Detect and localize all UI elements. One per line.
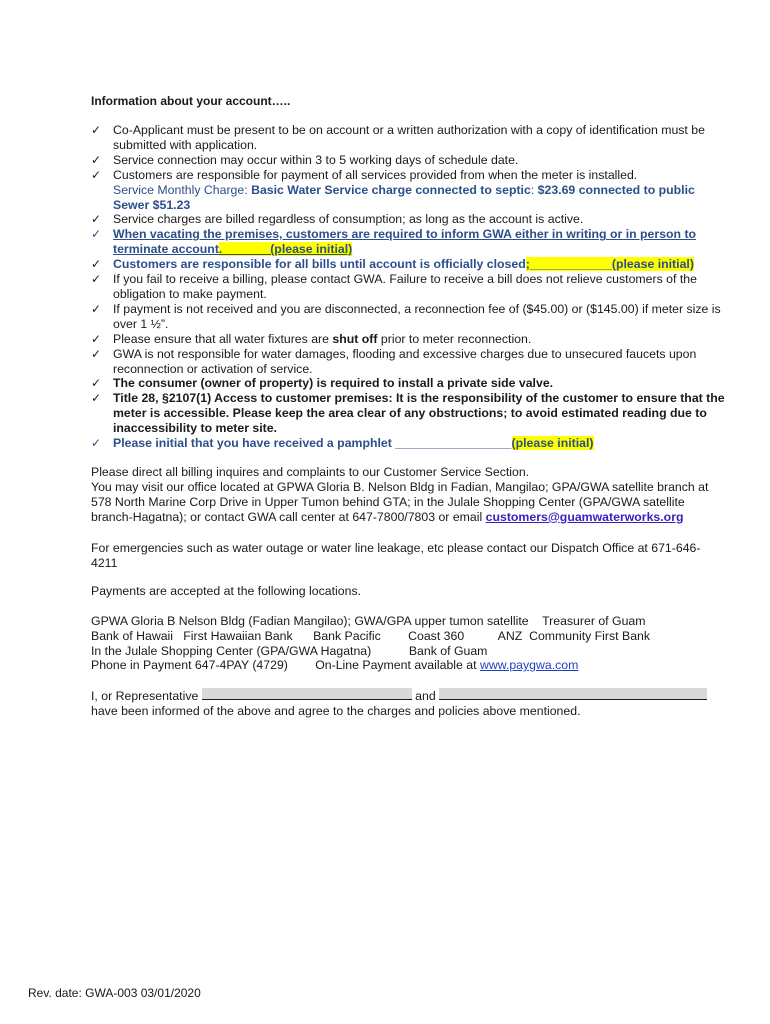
email-link[interactable]: customers@guamwaterworks.org [485,509,684,524]
item-text: If you fail to receive a billing, please contact GWA. Failure to receive a bill does not relieve customers of the obligation to make payment. [113,272,697,301]
list-item [91,227,731,257]
item-text: Title 28, §2107(1) Access to customer premises: It is the responsibility of the customer to ensure that the meter is accessible. Please keep the area clear of any obstructions; to avoid estimated reading due to inaccessibility to meter site. [113,391,725,436]
list-item [91,272,731,302]
checkmark-icon: ✓ [91,391,102,406]
checkmark-icon: ✓ [91,257,102,272]
list-item [91,168,731,213]
emergency-text: For emergencies such as water outage or water line leakage, etc please contact our Dispatch Office at 671-646-4211 [91,541,701,570]
checkmark-icon: ✓ [91,376,102,391]
item-text: GWA is not responsible for water damages, flooding and excessive charges due to unsecured faucets upon reconnection or activation of service. [113,346,697,376]
list-item [91,302,731,332]
colon: : [530,182,538,197]
agreement-text: have been informed of the above and agree to the charges and policies above mentioned. [91,704,581,718]
list-item [91,347,731,377]
checkmark-icon: ✓ [91,346,102,361]
checkmark-icon: ✓ [91,436,102,451]
list-item [91,257,731,272]
contact-line: Please direct all billing inquires and complaints to our Customer Service Section. [91,465,530,479]
sewer-charge: connected to public Sewer $51.23 [113,182,695,212]
revision-date: Rev. date: GWA-003 03/01/2020 [28,986,201,1000]
payments-row: In the Julale Shopping Center (GPA/GWA Hagatna) Bank of Guam [91,644,488,658]
paygwa-link[interactable]: www.paygwa.com [479,658,579,672]
initial-field[interactable]: (please initial) [511,436,594,451]
item-text: prior to meter reconnection. [377,331,532,346]
initial-field[interactable]: ._______(please initial) [218,242,353,257]
payments-row: GPWA Gloria B Nelson Bldg (Fadian Mangilao); GWA/GPA upper tumon satellite Treasurer of Guam [91,614,646,628]
shut-off-text: shut off [332,331,378,346]
initial-field[interactable]: ;____________(please initial) [525,257,694,272]
representative-name-field[interactable] [202,688,412,700]
checkmark-icon: ✓ [91,301,102,316]
signature-line [91,688,707,704]
contact-line: You may visit our office located at GPWA Gloria B. Nelson Bldg in Fadian, Mangilao; GPA/GWA satellite branch at 578 North Marine Corp Drive in Upper Tumon behind GTA; in the Julale Shopping Center (GPA/GWA satellite branch-Hagatna); or contact GWA call center at 647-7800/7803 or email [91,479,709,524]
checkmark-icon: ✓ [91,272,102,287]
pamphlet-notice: Please initial that you have received a pamphlet _________________ [113,436,512,451]
item-text: Customers are responsible for payment of all services provided from when the meter is installed. [113,167,638,182]
customer-name-field[interactable] [439,688,707,700]
item-text: Co-Applicant must be present to be on account or a written authorization with a copy of identification must be submitted with application. [113,123,705,152]
service-charge-label: Service Monthly Charge: [113,182,252,197]
checkmark-icon: ✓ [91,123,102,137]
list-item [91,436,731,451]
payments-row: Phone in Payment 647-4PAY (4729) On-Line Payment available at [91,658,480,672]
item-text: Service charges are billed regardless of consumption; as long as the account is active. [113,212,584,227]
list-item [91,153,731,168]
septic-charge-amount: $23.69 [537,182,576,197]
payments-intro: Payments are accepted at the following locations. [91,584,362,598]
checkmark-icon: ✓ [91,167,102,182]
septic-charge-label: Basic Water Service charge connected to septic [251,182,531,197]
signature-and: and [411,689,440,703]
checkmark-icon: ✓ [91,227,102,242]
item-text: If payment is not received and you are disconnected, a reconnection fee of ($45.00) or ($145.00) if meter size is over 1 ½”. [113,301,721,331]
contact-section [91,465,726,525]
item-text: Service connection may occur within 3 to 5 working days of schedule date. [113,152,519,167]
signature-prefix: I, or Representative [91,689,202,703]
item-text: Please ensure that all water fixtures are [113,331,333,346]
list-item [91,376,731,391]
checkmark-icon: ✓ [91,152,102,167]
account-info-list [91,123,731,451]
item-text: The consumer (owner of property) is required to install a private side valve. [113,376,554,391]
bills-notice: Customers are responsible for all bills until account is officially closed [113,257,526,272]
checkmark-icon: ✓ [91,331,102,346]
page-title: Information about your account….. [91,94,291,108]
list-item [91,332,731,347]
list-item [91,123,731,153]
payments-row: Bank of Hawaii First Hawaiian Bank Bank Pacific Coast 360 ANZ Community First Bank [91,629,651,643]
vacating-notice: When vacating the premises, customers are required to inform GWA either in writing or in person to terminate account [113,227,697,257]
list-item [91,212,731,227]
checkmark-icon: ✓ [91,212,102,227]
list-item [91,391,731,436]
